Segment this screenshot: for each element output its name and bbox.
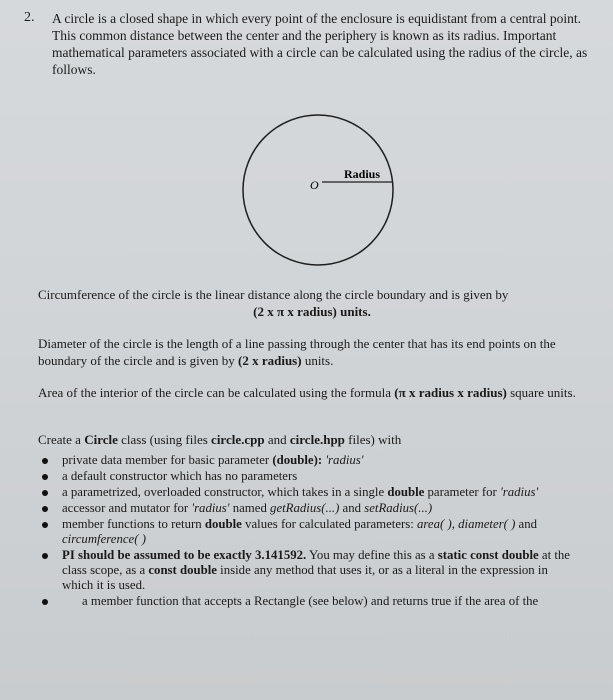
req6-mid: at the class scope, as a — [62, 548, 570, 577]
req5-mid: values for calculated parameters: — [241, 517, 418, 531]
circumference-formula: (2 x π x radius) units. — [253, 303, 371, 319]
req6-pi: PI should be assumed to be exactly 3.141592. — [62, 548, 307, 562]
diameter-formula: (2 x radius) — [238, 352, 302, 368]
req1-text: private data member for basic parameter — [62, 453, 273, 467]
area-suffix: square units. — [506, 385, 576, 400]
area-paragraph — [38, 385, 586, 402]
req5-circumference: circumference( ) — [62, 532, 146, 546]
req6-static: static const double — [437, 548, 539, 562]
req5-type: double — [204, 517, 242, 531]
diameter-text: Diameter of the circle is the length of a line passing through the center that has its end points on the boundary of the circle and is given by — [38, 336, 556, 368]
question-number: 2. — [24, 10, 35, 25]
req5-methods: area( ), diameter( ) — [417, 517, 516, 531]
req4-text: accessor and mutator for — [62, 501, 192, 515]
list-item — [38, 501, 578, 516]
req3-name: 'radius' — [500, 485, 539, 499]
radius-label: Radius — [344, 167, 381, 181]
diameter-suffix: units. — [301, 352, 334, 368]
list-item — [38, 485, 578, 500]
list-item — [38, 517, 578, 547]
req3-type: double — [387, 485, 425, 499]
task-middle: class (using files — [117, 432, 212, 447]
task-class-name: Circle — [84, 432, 118, 447]
circumference-text: Circumference of the circle is the linear distance along the circle boundary and is given by — [38, 287, 509, 302]
requirements-list — [38, 453, 578, 610]
req4-name: 'radius' — [191, 501, 230, 515]
req5-and: and — [515, 517, 538, 531]
req1-name: 'radius' — [322, 453, 364, 467]
task-and: and — [264, 432, 290, 447]
req4-mid: named — [229, 501, 271, 515]
task-prefix: Create a — [38, 432, 85, 447]
task-suffix: files) with — [344, 432, 402, 447]
task-cpp-file: circle.cpp — [211, 432, 265, 447]
circle-diagram — [236, 106, 422, 276]
area-formula: (π x radius x radius) — [394, 385, 507, 400]
area-text: Area of the interior of the circle can be calculated using the formula — [38, 385, 395, 400]
list-item — [38, 453, 578, 468]
req4-getter: getRadius(...) — [270, 501, 340, 515]
task-hpp-file: circle.hpp — [289, 432, 345, 447]
req4-setter: setRadius(...) — [364, 501, 433, 515]
list-item — [38, 548, 578, 593]
req6-text: You may define this as a — [306, 548, 438, 562]
req4-and: and — [339, 501, 365, 515]
diameter-paragraph — [38, 336, 586, 369]
req7-text: a member function that accepts a Rectangle (see below) and returns true if the area of the — [82, 594, 539, 608]
req2-text: a default constructor which has no parameters — [62, 469, 298, 483]
list-item — [38, 594, 578, 609]
question-intro: A circle is a closed shape in which every point of the enclosure is equidistant from a central point. This common distance between the center and the periphery is known as its radius. Important mathematical parameters associated with a circle can be calculated using the radius of the circle, as follows. — [52, 11, 588, 77]
list-item — [38, 469, 578, 484]
req6-const: const double — [148, 563, 217, 577]
task-statement — [38, 432, 586, 449]
req3-mid: parameter for — [424, 485, 500, 499]
req6-end: inside any method that uses it, or as a literal in the expression in which it is used. — [62, 563, 548, 592]
circumference-paragraph — [38, 287, 586, 320]
req5-text: member functions to return — [62, 517, 205, 531]
req3-text: a parametrized, overloaded constructor, which takes in a single — [62, 485, 388, 499]
center-label: O — [310, 178, 319, 192]
req1-type: (double): — [272, 453, 323, 467]
